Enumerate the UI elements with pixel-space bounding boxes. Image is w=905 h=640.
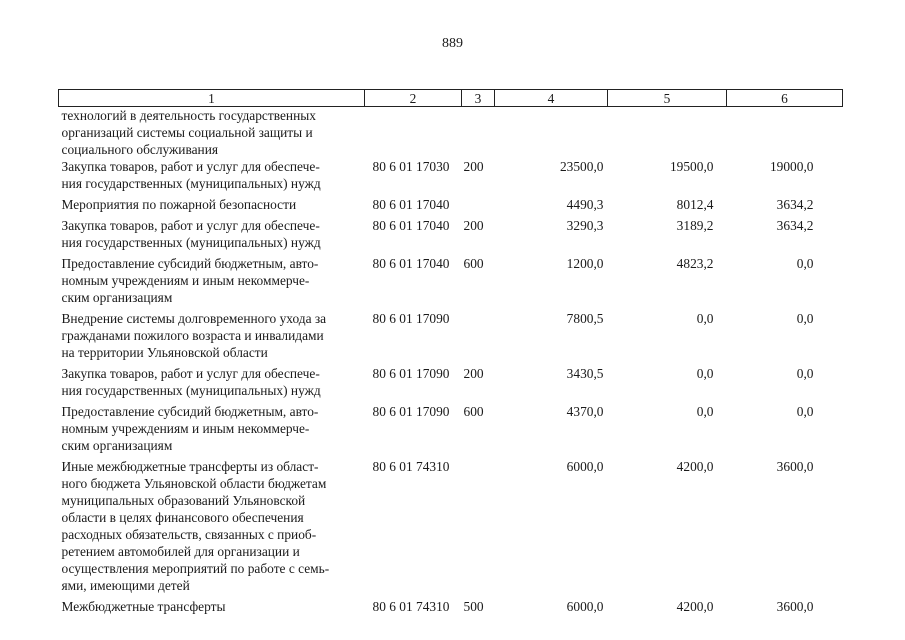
- row-amount-col6: 0,0: [796, 311, 814, 326]
- row-name: [59, 594, 365, 615]
- row-name-line: Предоставление субсидий бюджетным, авто-: [61, 256, 319, 271]
- table-body: [59, 107, 843, 616]
- row-amount-col6: 0,0: [796, 404, 814, 419]
- row-amount-col5: 0,0: [696, 366, 714, 381]
- column-header-2: 2: [365, 90, 462, 107]
- row-amount-col4: 3430,5: [566, 366, 604, 381]
- row-name: [59, 192, 365, 213]
- row-name-line: расходных обязательств, связанных с приоб-: [61, 527, 317, 542]
- row-name-line: Предоставление субсидий бюджетным, авто-: [61, 404, 319, 419]
- table-row: [59, 361, 843, 399]
- row-code: [365, 107, 462, 159]
- row-amount-col6: 0,0: [796, 366, 814, 381]
- row-name-line: гражданами пожилого возраста и инвалидами: [61, 328, 324, 343]
- row-expense-type: 500: [463, 599, 484, 614]
- row-name-line: технологий в деятельность государственных: [61, 108, 316, 123]
- row-expense-type: 200: [463, 366, 484, 381]
- row-name-line: Внедрение системы долговременного ухода за: [61, 311, 327, 326]
- table-row: [59, 594, 843, 615]
- table-row: [59, 213, 843, 251]
- row-name: [59, 399, 365, 454]
- row-name: [59, 454, 365, 594]
- row-amount-col5: 4823,2: [676, 256, 714, 271]
- row-name: [59, 158, 365, 192]
- row-amount-col6: 0,0: [796, 256, 814, 271]
- row-name-line: номным учреждениям и иным некоммерче-: [61, 273, 310, 288]
- row-expense-type: [462, 192, 495, 213]
- table-row: [59, 306, 843, 361]
- row-expense-type: 600: [463, 404, 484, 419]
- row-amount-col4: 6000,0: [566, 459, 604, 474]
- column-header-4: 4: [495, 90, 608, 107]
- row-name-line: Закупка товаров, работ и услуг для обеспече-: [61, 218, 320, 233]
- table-row: [59, 192, 843, 213]
- column-header-5: 5: [608, 90, 727, 107]
- row-amount-col4: 3290,3: [566, 218, 604, 233]
- row-amount-col4: 6000,0: [566, 599, 604, 614]
- row-name: [59, 213, 365, 251]
- row-name-line: на территории Ульяновской области: [61, 345, 268, 360]
- row-amount-col5: 3189,2: [676, 218, 714, 233]
- column-header-3: 3: [462, 90, 495, 107]
- row-name: [59, 251, 365, 306]
- row-amount-col5: 19500,0: [669, 159, 714, 174]
- row-name-line: Закупка товаров, работ и услуг для обеспече-: [61, 159, 320, 174]
- row-amount-col4: 1200,0: [566, 256, 604, 271]
- row-code: 80 6 01 74310: [372, 599, 450, 614]
- row-amount-col5: 4200,0: [676, 459, 714, 474]
- row-name-line: области в целях финансового обеспечения: [61, 510, 304, 525]
- row-amount-col4: 7800,5: [566, 311, 604, 326]
- row-code: 80 6 01 17040: [372, 256, 450, 271]
- row-name-line: осуществления мероприятий по работе с семь-: [61, 561, 330, 576]
- row-name: [59, 107, 365, 159]
- row-code: 80 6 01 74310: [372, 459, 450, 474]
- row-name-line: ного бюджета Ульяновской области бюджетам: [61, 476, 327, 491]
- row-amount-col5: 0,0: [696, 311, 714, 326]
- row-amount-col6: [727, 107, 843, 159]
- row-name-line: Иные межбюджетные трансферты из област-: [61, 459, 319, 474]
- row-code: 80 6 01 17030: [372, 159, 450, 174]
- row-amount-col6: 3600,0: [776, 599, 814, 614]
- table-row: [59, 454, 843, 594]
- row-amount-col5: 8012,4: [676, 197, 714, 212]
- row-name-line: ния государственных (муниципальных) нужд: [61, 383, 321, 398]
- row-amount-col6: 3634,2: [776, 218, 814, 233]
- row-code: 80 6 01 17090: [372, 311, 450, 326]
- row-name-line: ями, имеющими детей: [61, 578, 190, 593]
- table-row: [59, 399, 843, 454]
- page-number: 889: [442, 36, 463, 51]
- row-code: 80 6 01 17040: [372, 197, 450, 212]
- row-code: 80 6 01 17090: [372, 404, 450, 419]
- row-name-line: Мероприятия по пожарной безопасности: [61, 197, 297, 212]
- row-expense-type: [462, 454, 495, 594]
- row-amount-col6: 3600,0: [776, 459, 814, 474]
- column-header-1: 1: [59, 90, 365, 107]
- row-amount-col6: 3634,2: [776, 197, 814, 212]
- row-expense-type: 200: [463, 159, 484, 174]
- row-amount-col5: 4200,0: [676, 599, 714, 614]
- row-name-line: Межбюджетные трансферты: [61, 599, 226, 614]
- row-name-line: ским организациям: [61, 290, 173, 305]
- row-expense-type: 600: [463, 256, 484, 271]
- row-name-line: ретением автомобилей для организации и: [61, 544, 300, 559]
- table-header: [59, 90, 843, 107]
- row-name-line: Закупка товаров, работ и услуг для обеспече-: [61, 366, 320, 381]
- row-name-line: организаций системы социальной защиты и: [61, 125, 313, 140]
- row-name: [59, 361, 365, 399]
- row-amount-col4: 4490,3: [566, 197, 604, 212]
- row-amount-col5: 0,0: [696, 404, 714, 419]
- budget-table: [58, 89, 843, 615]
- table-row: [59, 251, 843, 306]
- row-name-line: ния государственных (муниципальных) нужд: [61, 235, 321, 250]
- row-expense-type: [462, 306, 495, 361]
- row-amount-col5: [608, 107, 727, 159]
- row-code: 80 6 01 17040: [372, 218, 450, 233]
- row-name-line: социального обслуживания: [61, 142, 219, 157]
- table-row: [59, 158, 843, 192]
- row-code: 80 6 01 17090: [372, 366, 450, 381]
- row-amount-col4: [495, 107, 608, 159]
- row-amount-col4: 23500,0: [559, 159, 604, 174]
- row-amount-col6: 19000,0: [769, 159, 814, 174]
- row-name-line: ния государственных (муниципальных) нужд: [61, 176, 321, 191]
- row-expense-type: [462, 107, 495, 159]
- row-name-line: муниципальных образований Ульяновской: [61, 493, 306, 508]
- table-row: [59, 107, 843, 159]
- column-header-6: 6: [727, 90, 843, 107]
- row-name: [59, 306, 365, 361]
- row-name-line: ским организациям: [61, 438, 173, 453]
- header-row: [59, 90, 843, 107]
- row-name-line: номным учреждениям и иным некоммерче-: [61, 421, 310, 436]
- row-expense-type: 200: [463, 218, 484, 233]
- row-amount-col4: 4370,0: [566, 404, 604, 419]
